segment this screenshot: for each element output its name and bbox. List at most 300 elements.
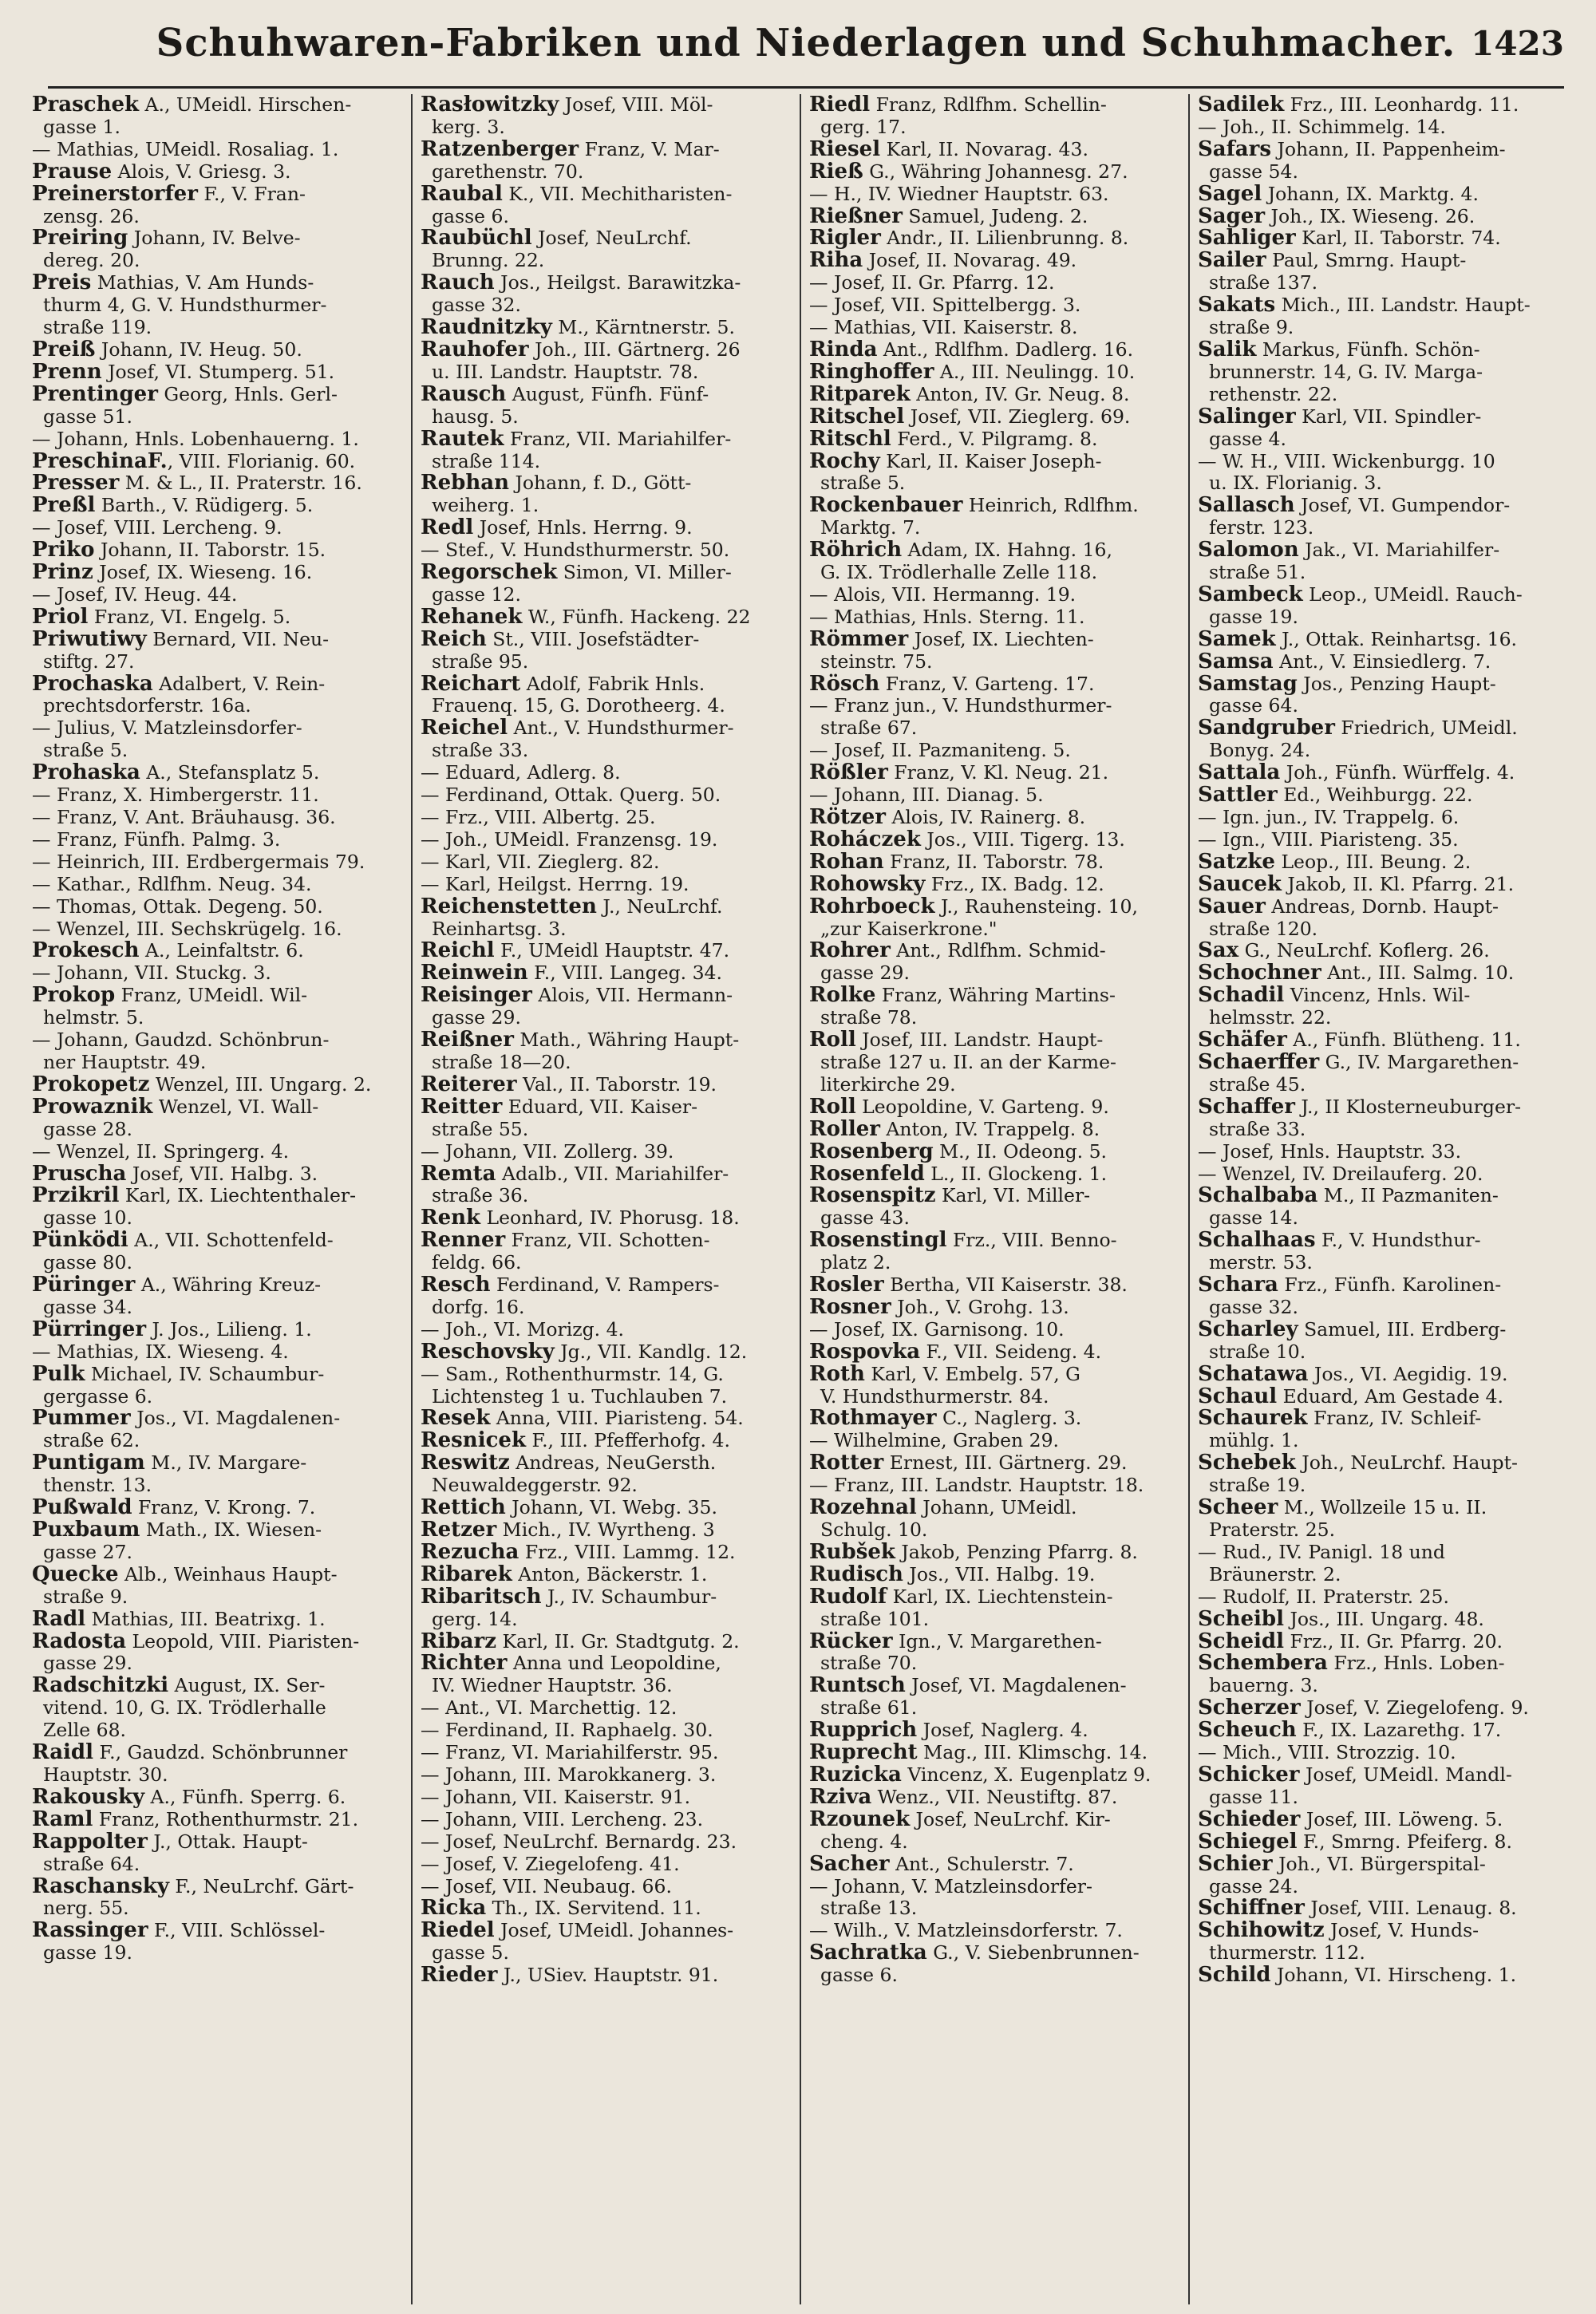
entry-details: Andr., II. Lilienbrunng. 8.: [880, 227, 1129, 250]
entry-details: F., V. Hundsthur-: [1315, 1230, 1481, 1252]
sub-entry: [1198, 1141, 1572, 1163]
entry-surname: Pußwald: [32, 1497, 132, 1519]
entry-surname: Rößler: [809, 762, 888, 785]
directory-entry: [1198, 250, 1572, 272]
sub-entry: [32, 874, 405, 896]
entry-surname: Rospovka: [809, 1341, 921, 1364]
sub-entry: [421, 874, 793, 896]
entry-surname: Samek: [1198, 628, 1276, 651]
directory-entry: [1198, 184, 1572, 206]
sub-entry: [1198, 116, 1572, 139]
entry-details: Karl, II. Kaiser Joseph-: [879, 450, 1102, 472]
directory-entry: [809, 1809, 1182, 1831]
entry-details: Samuel, Judeng. 2.: [902, 205, 1088, 227]
directory-entry: [421, 517, 793, 539]
entry-details: Bernard, VII. Neu-: [146, 628, 330, 650]
entry-surname: PreschinaF.: [32, 450, 168, 473]
directory-entry: [809, 1631, 1182, 1653]
entry-details: Josef, Naglerg. 4.: [917, 1720, 1088, 1742]
continuation-text: literkirche 29.: [820, 1073, 956, 1096]
entry-surname: Scheer: [1198, 1497, 1278, 1519]
directory-entry: [1198, 227, 1572, 250]
entry-details: Johann, II. Taborstr. 15.: [94, 539, 326, 562]
directory-entry: [32, 384, 405, 406]
directory-entry: [809, 1764, 1182, 1787]
directory-entry: [1198, 94, 1572, 116]
directory-entry: [1198, 1386, 1572, 1408]
directory-entry: [421, 1074, 793, 1096]
directory-entry: [809, 227, 1182, 250]
directory-entry: [809, 1096, 1182, 1119]
entry-details: Mathias, V. Am Hunds-: [91, 272, 314, 294]
entry-surname: Satzke: [1198, 851, 1275, 874]
entry-continuation: [809, 1897, 1182, 1920]
entry-details: — Ign., VIII. Piaristeng. 35.: [1198, 828, 1459, 851]
directory-entry: [809, 1364, 1182, 1386]
entry-surname: Rothmayer: [809, 1408, 937, 1431]
sub-entry: [809, 294, 1182, 317]
entry-continuation: [1198, 1207, 1572, 1230]
directory-entry: [809, 1586, 1182, 1609]
directory-entry: [809, 1564, 1182, 1586]
directory-entry: [421, 1519, 793, 1542]
directory-entry: [809, 896, 1182, 918]
entry-surname: Preis: [32, 272, 92, 295]
entry-continuation: [809, 1697, 1182, 1720]
entry-surname: Rubšek: [809, 1541, 895, 1564]
entry-surname: Sattler: [1198, 784, 1278, 807]
continuation-text: gasse 11.: [1209, 1786, 1298, 1808]
entry-continuation: [1198, 361, 1572, 384]
entry-details: Franz, VII. Schotten-: [505, 1230, 710, 1252]
entry-details: Ant., V. Hundsthurmer-: [508, 717, 734, 740]
directory-entry: [1198, 1897, 1572, 1920]
entry-details: A., III. Neulingg. 10.: [934, 361, 1136, 383]
entry-surname: Reisinger: [421, 985, 532, 1008]
continuation-text: helmstr. 5.: [43, 1007, 144, 1029]
entry-continuation: [421, 1942, 793, 1965]
entry-surname: Röhrich: [809, 539, 903, 563]
entry-details: Karl, VII. Spindler-: [1295, 405, 1482, 428]
entry-details: Frz., II. Gr. Pfarrg. 20.: [1284, 1630, 1503, 1653]
continuation-text: nerg. 55.: [43, 1897, 129, 1920]
directory-entry: [421, 1163, 793, 1186]
entry-continuation: [32, 1897, 405, 1920]
directory-entry: [809, 1720, 1182, 1742]
directory-entry: [32, 227, 405, 250]
directory-entry: [809, 807, 1182, 829]
directory-entry: [809, 1341, 1182, 1364]
entry-details: — Ferdinand, Ottak. Querg. 50.: [421, 784, 721, 807]
entry-continuation: [809, 1207, 1182, 1230]
sub-entry: [809, 184, 1182, 206]
directory-entry: [32, 1074, 405, 1096]
entry-surname: Rappolter: [32, 1830, 148, 1854]
directory-entry: [809, 1942, 1182, 1965]
entry-details: Leonhard, IV. Phorusg. 18.: [480, 1207, 740, 1230]
entry-surname: Preiring: [32, 227, 128, 251]
directory-entry: [809, 1185, 1182, 1207]
entry-surname: Rettich: [421, 1497, 506, 1519]
entry-surname: Rzounek: [809, 1808, 911, 1831]
directory-entry: [32, 1163, 405, 1186]
entry-details: Math., Währing Haupt-: [513, 1029, 740, 1052]
entry-surname: Rolke: [809, 985, 876, 1008]
entry-details: Georg, Hnls. Gerl-: [157, 383, 338, 405]
entry-continuation: [421, 1386, 793, 1408]
entry-details: Joh., V. Grohg. 13.: [891, 1296, 1069, 1318]
entry-details: — Rud., IV. Panigl. 18 und: [1198, 1541, 1445, 1563]
sub-entry: [32, 784, 405, 807]
entry-details: — Josef, IX. Garnisong. 10.: [809, 1318, 1065, 1341]
directory-entry: [809, 985, 1182, 1007]
entry-continuation: [32, 1052, 405, 1074]
sub-entry: [32, 717, 405, 740]
directory-entry: [1198, 940, 1572, 962]
entry-details: Math., IX. Wiesen-: [140, 1519, 322, 1541]
sub-entry: [421, 1831, 793, 1854]
entry-details: Franz, UMeidl. Wil-: [115, 985, 308, 1007]
entry-details: — Johann, VII. Kaiserstr. 91.: [421, 1786, 691, 1808]
entry-details: Wenz., VII. Neustiftg. 87.: [871, 1786, 1118, 1808]
directory-entry: [809, 428, 1182, 451]
directory-entry: [809, 139, 1182, 161]
entry-continuation: [32, 1119, 405, 1141]
entry-surname: Resnicek: [421, 1430, 526, 1453]
entry-continuation: [1198, 1475, 1572, 1497]
entry-continuation: [1198, 472, 1572, 495]
directory-entry: [421, 1274, 793, 1297]
entry-details: Johann, UMeidl.: [916, 1497, 1077, 1519]
entry-surname: Resch: [421, 1274, 491, 1297]
entry-surname: Przikril: [32, 1185, 120, 1208]
directory-entry: [809, 851, 1182, 874]
entry-details: Franz, Rothenthurmstr. 21.: [93, 1808, 359, 1830]
directory-entry: [809, 1452, 1182, 1475]
entry-continuation: [1198, 1430, 1572, 1452]
sub-entry: [421, 1809, 793, 1831]
entry-continuation: [1198, 562, 1572, 584]
directory-entry: [32, 339, 405, 361]
entry-surname: Rötzer: [809, 807, 886, 829]
entry-details: — Rudolf, II. Praterstr. 25.: [1198, 1585, 1449, 1608]
sub-entry: [32, 896, 405, 918]
entry-surname: Ruprecht: [809, 1742, 918, 1764]
continuation-text: gasse 29.: [432, 1007, 521, 1029]
directory-entry: [809, 673, 1182, 696]
entry-details: F., Smrng. Pfeiferg. 8.: [1297, 1830, 1512, 1853]
entry-surname: Ringhoffer: [809, 361, 934, 384]
entry-surname: Ratzenberger: [421, 138, 579, 161]
entry-surname: Raubüchl: [421, 227, 532, 251]
entry-continuation: [32, 740, 405, 762]
entry-details: Th., IX. Servitend. 11.: [486, 1897, 701, 1920]
directory-entry: [1198, 784, 1572, 807]
entry-continuation: [1198, 1675, 1572, 1697]
sub-entry: [421, 851, 793, 874]
continuation-text: gerg. 14.: [432, 1608, 518, 1630]
directory-entry: [809, 161, 1182, 184]
entry-details: G., IV. Margarethen-: [1319, 1051, 1519, 1073]
entry-details: Johann, VI. Hirscheng. 1.: [1270, 1965, 1517, 1987]
entry-continuation: [32, 1854, 405, 1876]
entry-surname: Reichl: [421, 940, 495, 963]
entry-details: Ant., Rdlfhm. Schmid-: [890, 940, 1106, 962]
entry-details: Joh., Fünfh. Würffelg. 4.: [1280, 762, 1515, 784]
directory-entry: [421, 94, 793, 116]
entry-continuation: [1198, 1007, 1572, 1029]
entry-details: Anna, VIII. Piaristeng. 54.: [490, 1408, 744, 1430]
entry-continuation: [421, 161, 793, 184]
entry-surname: Richter: [421, 1653, 508, 1676]
entry-details: Karl, V. Embelg. 57, G: [864, 1363, 1080, 1385]
continuation-text: straße 5.: [43, 740, 128, 762]
entry-surname: Reichart: [421, 673, 521, 696]
directory-entry: [1198, 1274, 1572, 1297]
entry-surname: Rudolf: [809, 1585, 887, 1609]
sub-entry: [32, 807, 405, 829]
entry-surname: Redl: [421, 517, 474, 540]
directory-entry: [1198, 1965, 1572, 1987]
entry-surname: Rosenberg: [809, 1140, 934, 1163]
directory-entry: [809, 1742, 1182, 1764]
directory-entry: [421, 1897, 793, 1920]
directory-entry: [1198, 1920, 1572, 1942]
continuation-text: feldg. 66.: [432, 1252, 522, 1274]
entry-continuation: [1198, 1252, 1572, 1274]
entry-continuation: [32, 1207, 405, 1230]
continuation-text: ferstr. 123.: [1209, 517, 1314, 539]
sub-entry: [421, 1787, 793, 1809]
entry-continuation: [809, 1252, 1182, 1274]
entry-details: Josef, IX. Liechten-: [908, 628, 1094, 650]
entry-continuation: [1198, 1519, 1572, 1542]
entry-continuation: [32, 695, 405, 717]
entry-continuation: [32, 317, 405, 339]
entry-details: J., IV. Schaumbur-: [541, 1585, 717, 1608]
entry-details: Jos., Heilgst. Barawitzka-: [494, 272, 741, 294]
entry-continuation: [32, 651, 405, 673]
entry-details: — Ant., VI. Marchettig. 12.: [421, 1697, 678, 1720]
entry-details: Frz., IX. Badg. 12.: [925, 873, 1104, 895]
entry-details: Mich., IV. Wyrtheng. 3: [496, 1519, 715, 1541]
entry-continuation: [809, 1519, 1182, 1542]
entry-details: Johann, IV. Heug. 50.: [95, 338, 302, 361]
entry-continuation: [32, 406, 405, 428]
continuation-text: gasse 27.: [43, 1541, 132, 1563]
entry-details: Frz., Fünfh. Karolinen-: [1278, 1274, 1502, 1297]
continuation-text: gasse 80.: [43, 1252, 132, 1274]
page-title: Schuhwaren-Fabriken und Niederlagen und Schuhmacher.: [156, 21, 1456, 65]
directory-entry: [32, 1519, 405, 1542]
entry-continuation: [1198, 1564, 1572, 1586]
continuation-text: „zur Kaiserkrone.": [820, 918, 998, 940]
directory-entry: [32, 1742, 405, 1764]
entry-continuation: [421, 1475, 793, 1497]
continuation-text: merstr. 53.: [1209, 1252, 1313, 1274]
entry-surname: Ritschel: [809, 405, 905, 428]
continuation-text: gasse 19.: [1209, 606, 1298, 628]
entry-details: Bertha, VII Kaiserstr. 38.: [883, 1274, 1128, 1297]
entry-surname: Reiterer: [421, 1073, 517, 1096]
directory-entry: [1198, 673, 1572, 696]
entry-surname: Pulk: [32, 1363, 85, 1386]
entry-details: A., Leinfaltstr. 6.: [139, 940, 304, 962]
directory-entry: [1198, 1096, 1572, 1119]
continuation-text: Brunng. 22.: [432, 250, 545, 272]
directory-entry: [421, 1920, 793, 1942]
directory-entry: [32, 606, 405, 629]
entry-continuation: [809, 651, 1182, 673]
entry-continuation: [1198, 517, 1572, 539]
directory-entry: [421, 1341, 793, 1364]
sub-entry: [421, 784, 793, 807]
entry-surname: Preinerstorfer: [32, 183, 198, 206]
entry-details: Josef, NeuLrchf. Kir-: [910, 1808, 1111, 1830]
continuation-text: Schulg. 10.: [820, 1519, 928, 1541]
directory-entry: [421, 1408, 793, 1430]
directory-entry: [1198, 1185, 1572, 1207]
sub-entry: [809, 584, 1182, 606]
entry-surname: Scharley: [1198, 1318, 1298, 1341]
entry-continuation: [1198, 1119, 1572, 1141]
entry-surname: Rieder: [421, 1965, 498, 1988]
entry-surname: Scheibl: [1198, 1608, 1284, 1631]
directory-entry: [1198, 1720, 1572, 1742]
directory-entry: [1198, 339, 1572, 361]
entry-details: K., VII. Mechitharisten-: [502, 183, 733, 205]
sub-entry: [421, 762, 793, 784]
directory-entry: [421, 629, 793, 651]
entry-details: Ant., Schulerstr. 7.: [889, 1853, 1074, 1875]
directory-entry: [32, 762, 405, 784]
entry-surname: Raidl: [32, 1742, 93, 1764]
entry-surname: Sager: [1198, 205, 1266, 228]
entry-continuation: [1198, 695, 1572, 717]
entry-details: Vincenz, Hnls. Wil-: [1284, 985, 1471, 1007]
entry-details: — Franz, III. Landstr. Hauptstr. 18.: [809, 1475, 1144, 1497]
entry-details: — Franz, V. Ant. Bräuhausg. 36.: [32, 807, 336, 828]
directory-entry: [421, 562, 793, 584]
entry-details: Alois, V. Griesg. 3.: [112, 160, 291, 183]
entry-surname: Roll: [809, 1029, 856, 1052]
directory-entry: [32, 1831, 405, 1854]
directory-entry: [32, 940, 405, 962]
directory-entry: [32, 1230, 405, 1252]
directory-entry: [32, 495, 405, 517]
entry-surname: Rosenfeld: [809, 1163, 925, 1186]
entry-surname: Rosenspitz: [809, 1185, 936, 1208]
directory-entry: [809, 250, 1182, 272]
sub-entry: [32, 584, 405, 606]
continuation-text: straße 127 u. II. an der Karme-: [820, 1051, 1116, 1073]
entry-surname: Rohrboeck: [809, 895, 935, 918]
directory-entry: [32, 1787, 405, 1809]
entry-details: M., II Pazmaniten-: [1317, 1185, 1499, 1207]
directory-entry: [809, 384, 1182, 406]
entry-details: — Mathias, VII. Kaiserstr. 8.: [809, 317, 1078, 339]
directory-entry: [32, 673, 405, 696]
directory-entry: [1198, 139, 1572, 161]
entry-details: Frz., VIII. Lammg. 12.: [519, 1541, 736, 1563]
sub-entry: [32, 517, 405, 539]
continuation-text: vitend. 10, G. IX. Trödlerhalle: [43, 1697, 326, 1720]
directory-entry: [1198, 1497, 1572, 1519]
entry-details: Adalbert, V. Rein-: [152, 673, 326, 695]
entry-surname: Schebek: [1198, 1452, 1296, 1475]
entry-continuation: [1198, 1787, 1572, 1809]
entry-continuation: [421, 918, 793, 941]
continuation-text: straße 78.: [820, 1007, 918, 1029]
continuation-text: rethenstr. 22.: [1209, 383, 1338, 405]
entry-details: Wenzel, III. Ungarg. 2.: [149, 1073, 372, 1096]
continuation-text: gasse 28.: [43, 1118, 132, 1140]
entry-details: Heinrich, Rdlfhm.: [962, 495, 1139, 517]
entry-surname: Ritschl: [809, 428, 891, 451]
continuation-text: gasse 6.: [820, 1965, 898, 1987]
entry-surname: Schaffer: [1198, 1096, 1295, 1119]
directory-entry: [1198, 1230, 1572, 1252]
sub-entry: [809, 1920, 1182, 1942]
entry-continuation: [421, 1007, 793, 1029]
entry-surname: Rinda: [809, 338, 878, 361]
entry-details: Johann, II. Pappenheim-: [1271, 138, 1506, 160]
column-4: [1190, 94, 1578, 2304]
entry-details: Johann, f. D., Gött-: [508, 472, 692, 495]
directory-entry: [1198, 896, 1572, 918]
column-3: [801, 94, 1190, 2304]
entry-details: — Franz, Fünfh. Palmg. 3.: [32, 828, 281, 851]
continuation-text: u. IX. Florianig. 3.: [1209, 472, 1382, 495]
directory-entry: [32, 94, 405, 116]
entry-details: — Josef, VIII. Lercheng. 9.: [32, 517, 282, 539]
entry-details: — Josef, Hnls. Hauptstr. 33.: [1198, 1140, 1462, 1163]
directory-entry: [1198, 1764, 1572, 1787]
page-number: 1423: [1471, 24, 1564, 63]
directory-entry: [809, 1029, 1182, 1052]
entry-details: Johann, IV. Belve-: [128, 227, 301, 250]
directory-entry: [809, 1230, 1182, 1252]
sub-entry: [809, 740, 1182, 762]
continuation-text: gasse 6.: [432, 205, 509, 227]
sub-entry: [421, 1720, 793, 1742]
entry-details: — Johann, III. Dianag. 5.: [809, 784, 1044, 807]
entry-details: Franz, IV. Schleif-: [1307, 1408, 1482, 1430]
entry-continuation: [809, 1074, 1182, 1096]
sub-entry: [421, 1742, 793, 1764]
directory-entry: [32, 1631, 405, 1653]
directory-entry: [421, 384, 793, 406]
directory-entry: [809, 495, 1182, 517]
sub-entry: [421, 1764, 793, 1787]
entry-surname: Sambeck: [1198, 583, 1303, 606]
entry-details: Josef, VIII. Lenaug. 8.: [1304, 1897, 1517, 1920]
directory-entry: [421, 1564, 793, 1586]
entry-details: — Frz., VIII. Albertg. 25.: [421, 807, 656, 828]
entry-surname: Riedl: [809, 94, 871, 116]
continuation-text: straße 95.: [432, 650, 529, 673]
entry-surname: Rehanek: [421, 606, 523, 629]
continuation-text: IV. Wiedner Hauptstr. 36.: [432, 1675, 673, 1697]
continuation-text: kerg. 3.: [432, 116, 505, 138]
sub-entry: [32, 1341, 405, 1364]
entry-surname: Schaurek: [1198, 1408, 1308, 1431]
entry-continuation: [32, 1252, 405, 1274]
directory-entry: [32, 1185, 405, 1207]
entry-surname: Priko: [32, 539, 95, 563]
continuation-text: Bräunerstr. 2.: [1209, 1563, 1341, 1585]
directory-entry: [1198, 1319, 1572, 1341]
